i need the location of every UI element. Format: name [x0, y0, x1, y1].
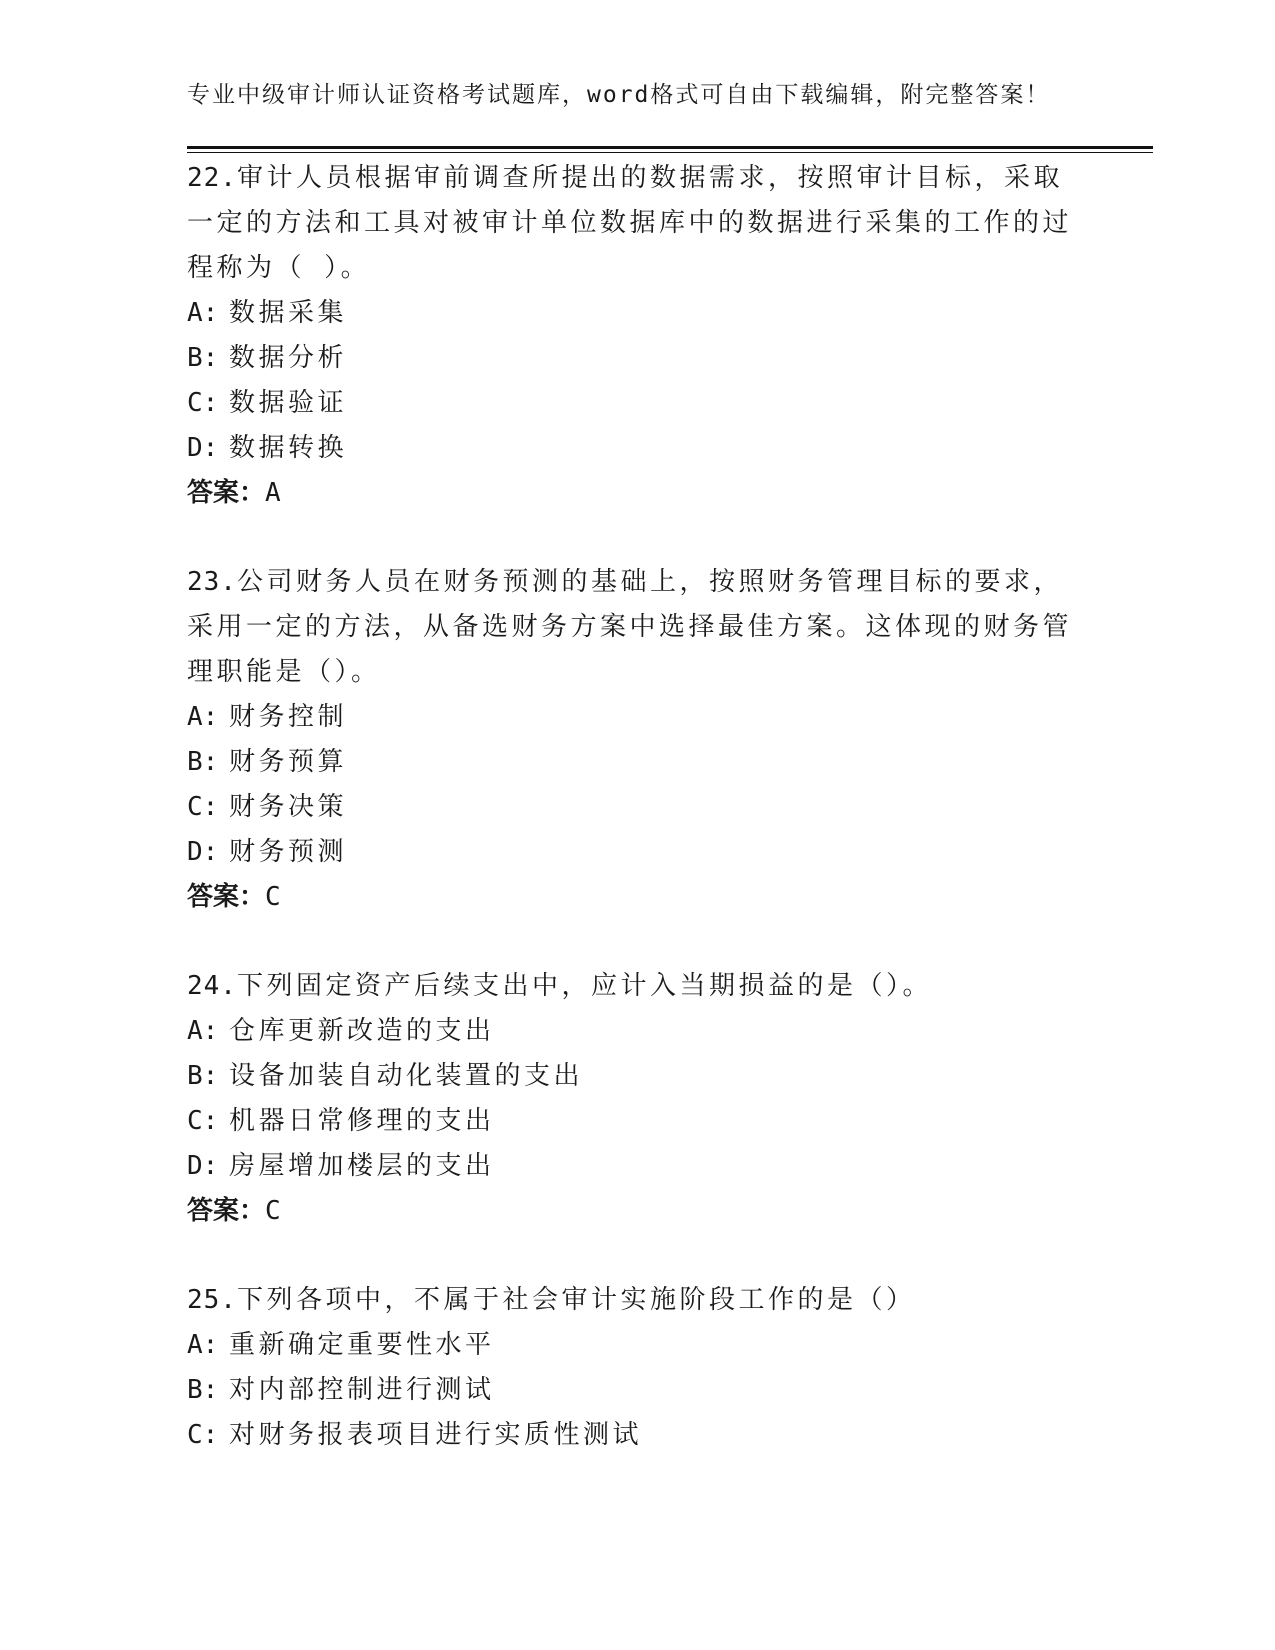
question-22 — [187, 156, 1087, 516]
option-key: C: — [187, 1106, 219, 1136]
header-rule-thick — [187, 146, 1153, 149]
answer-value: C — [265, 882, 281, 912]
answer-line — [187, 471, 1087, 516]
question-stem — [187, 560, 1087, 695]
option-b — [187, 336, 1087, 381]
question-list — [187, 156, 1087, 1502]
question-text: 公司财务人员在财务预测的基础上，按照财务管理目标的要求，采用一定的方法，从备选财务方案中选择最佳方案。这体现的财务管理职能是（）。 — [187, 567, 1073, 687]
option-key: D: — [187, 1151, 219, 1181]
option-text: 设备加装自动化装置的支出 — [229, 1061, 584, 1091]
option-c — [187, 1099, 1087, 1144]
question-stem — [187, 964, 1087, 1009]
option-text: 重新确定重要性水平 — [229, 1330, 495, 1360]
option-key: A: — [187, 1330, 219, 1360]
header-rule-thin — [187, 152, 1153, 153]
option-key: A: — [187, 1016, 219, 1046]
question-stem — [187, 1278, 1087, 1323]
question-number: 23. — [187, 567, 237, 597]
option-d — [187, 426, 1087, 471]
option-a — [187, 695, 1087, 740]
question-23 — [187, 560, 1087, 920]
option-b — [187, 1054, 1087, 1099]
option-text: 数据验证 — [229, 388, 348, 418]
question-24 — [187, 964, 1087, 1234]
option-b — [187, 740, 1087, 785]
answer-label: 答案： — [187, 1196, 266, 1226]
option-key: C: — [187, 1420, 219, 1450]
question-25 — [187, 1278, 1087, 1458]
option-text: 数据转换 — [229, 433, 348, 463]
question-text: 下列各项中，不属于社会审计实施阶段工作的是（） — [236, 1285, 916, 1315]
option-key: B: — [187, 1375, 219, 1405]
option-key: A: — [187, 298, 219, 328]
option-text: 财务预测 — [229, 837, 348, 867]
answer-label: 答案： — [187, 882, 266, 912]
option-key: C: — [187, 792, 219, 822]
option-text: 对内部控制进行测试 — [229, 1375, 495, 1405]
option-text: 对财务报表项目进行实质性测试 — [229, 1420, 643, 1450]
option-a — [187, 1009, 1087, 1054]
option-text: 数据采集 — [229, 298, 348, 328]
option-text: 房屋增加楼层的支出 — [229, 1151, 495, 1181]
option-d — [187, 830, 1087, 875]
option-key: B: — [187, 747, 219, 777]
option-a — [187, 291, 1087, 336]
option-text: 仓库更新改造的支出 — [229, 1016, 495, 1046]
option-b — [187, 1368, 1087, 1413]
option-a — [187, 1323, 1087, 1368]
option-c — [187, 1413, 1087, 1458]
page-header: 专业中级审计师认证资格考试题库，word格式可自由下载编辑，附完整答案！ — [187, 82, 1051, 108]
option-text: 财务决策 — [229, 792, 348, 822]
answer-value: A — [265, 478, 281, 508]
option-key: B: — [187, 1061, 219, 1091]
option-text: 数据分析 — [229, 343, 348, 373]
answer-label: 答案： — [187, 478, 266, 508]
answer-line — [187, 875, 1087, 920]
option-key: D: — [187, 433, 219, 463]
option-c — [187, 381, 1087, 426]
option-key: D: — [187, 837, 219, 867]
question-text: 下列固定资产后续支出中，应计入当期损益的是（）。 — [236, 971, 932, 1001]
question-text: 审计人员根据审前调查所提出的数据需求，按照审计目标，采取一定的方法和工具对被审计单位数据库中的数据进行采集的工作的过程称为（ ）。 — [187, 163, 1073, 283]
option-c — [187, 785, 1087, 830]
option-text: 机器日常修理的支出 — [229, 1106, 495, 1136]
question-number: 22. — [187, 163, 237, 193]
option-text: 财务预算 — [229, 747, 348, 777]
answer-value: C — [265, 1196, 281, 1226]
option-d — [187, 1144, 1087, 1189]
question-stem — [187, 156, 1087, 291]
answer-line — [187, 1189, 1087, 1234]
option-key: A: — [187, 702, 219, 732]
question-number: 25. — [187, 1285, 237, 1315]
option-key: C: — [187, 388, 219, 418]
option-text: 财务控制 — [229, 702, 348, 732]
question-number: 24. — [187, 971, 237, 1001]
option-key: B: — [187, 343, 219, 373]
